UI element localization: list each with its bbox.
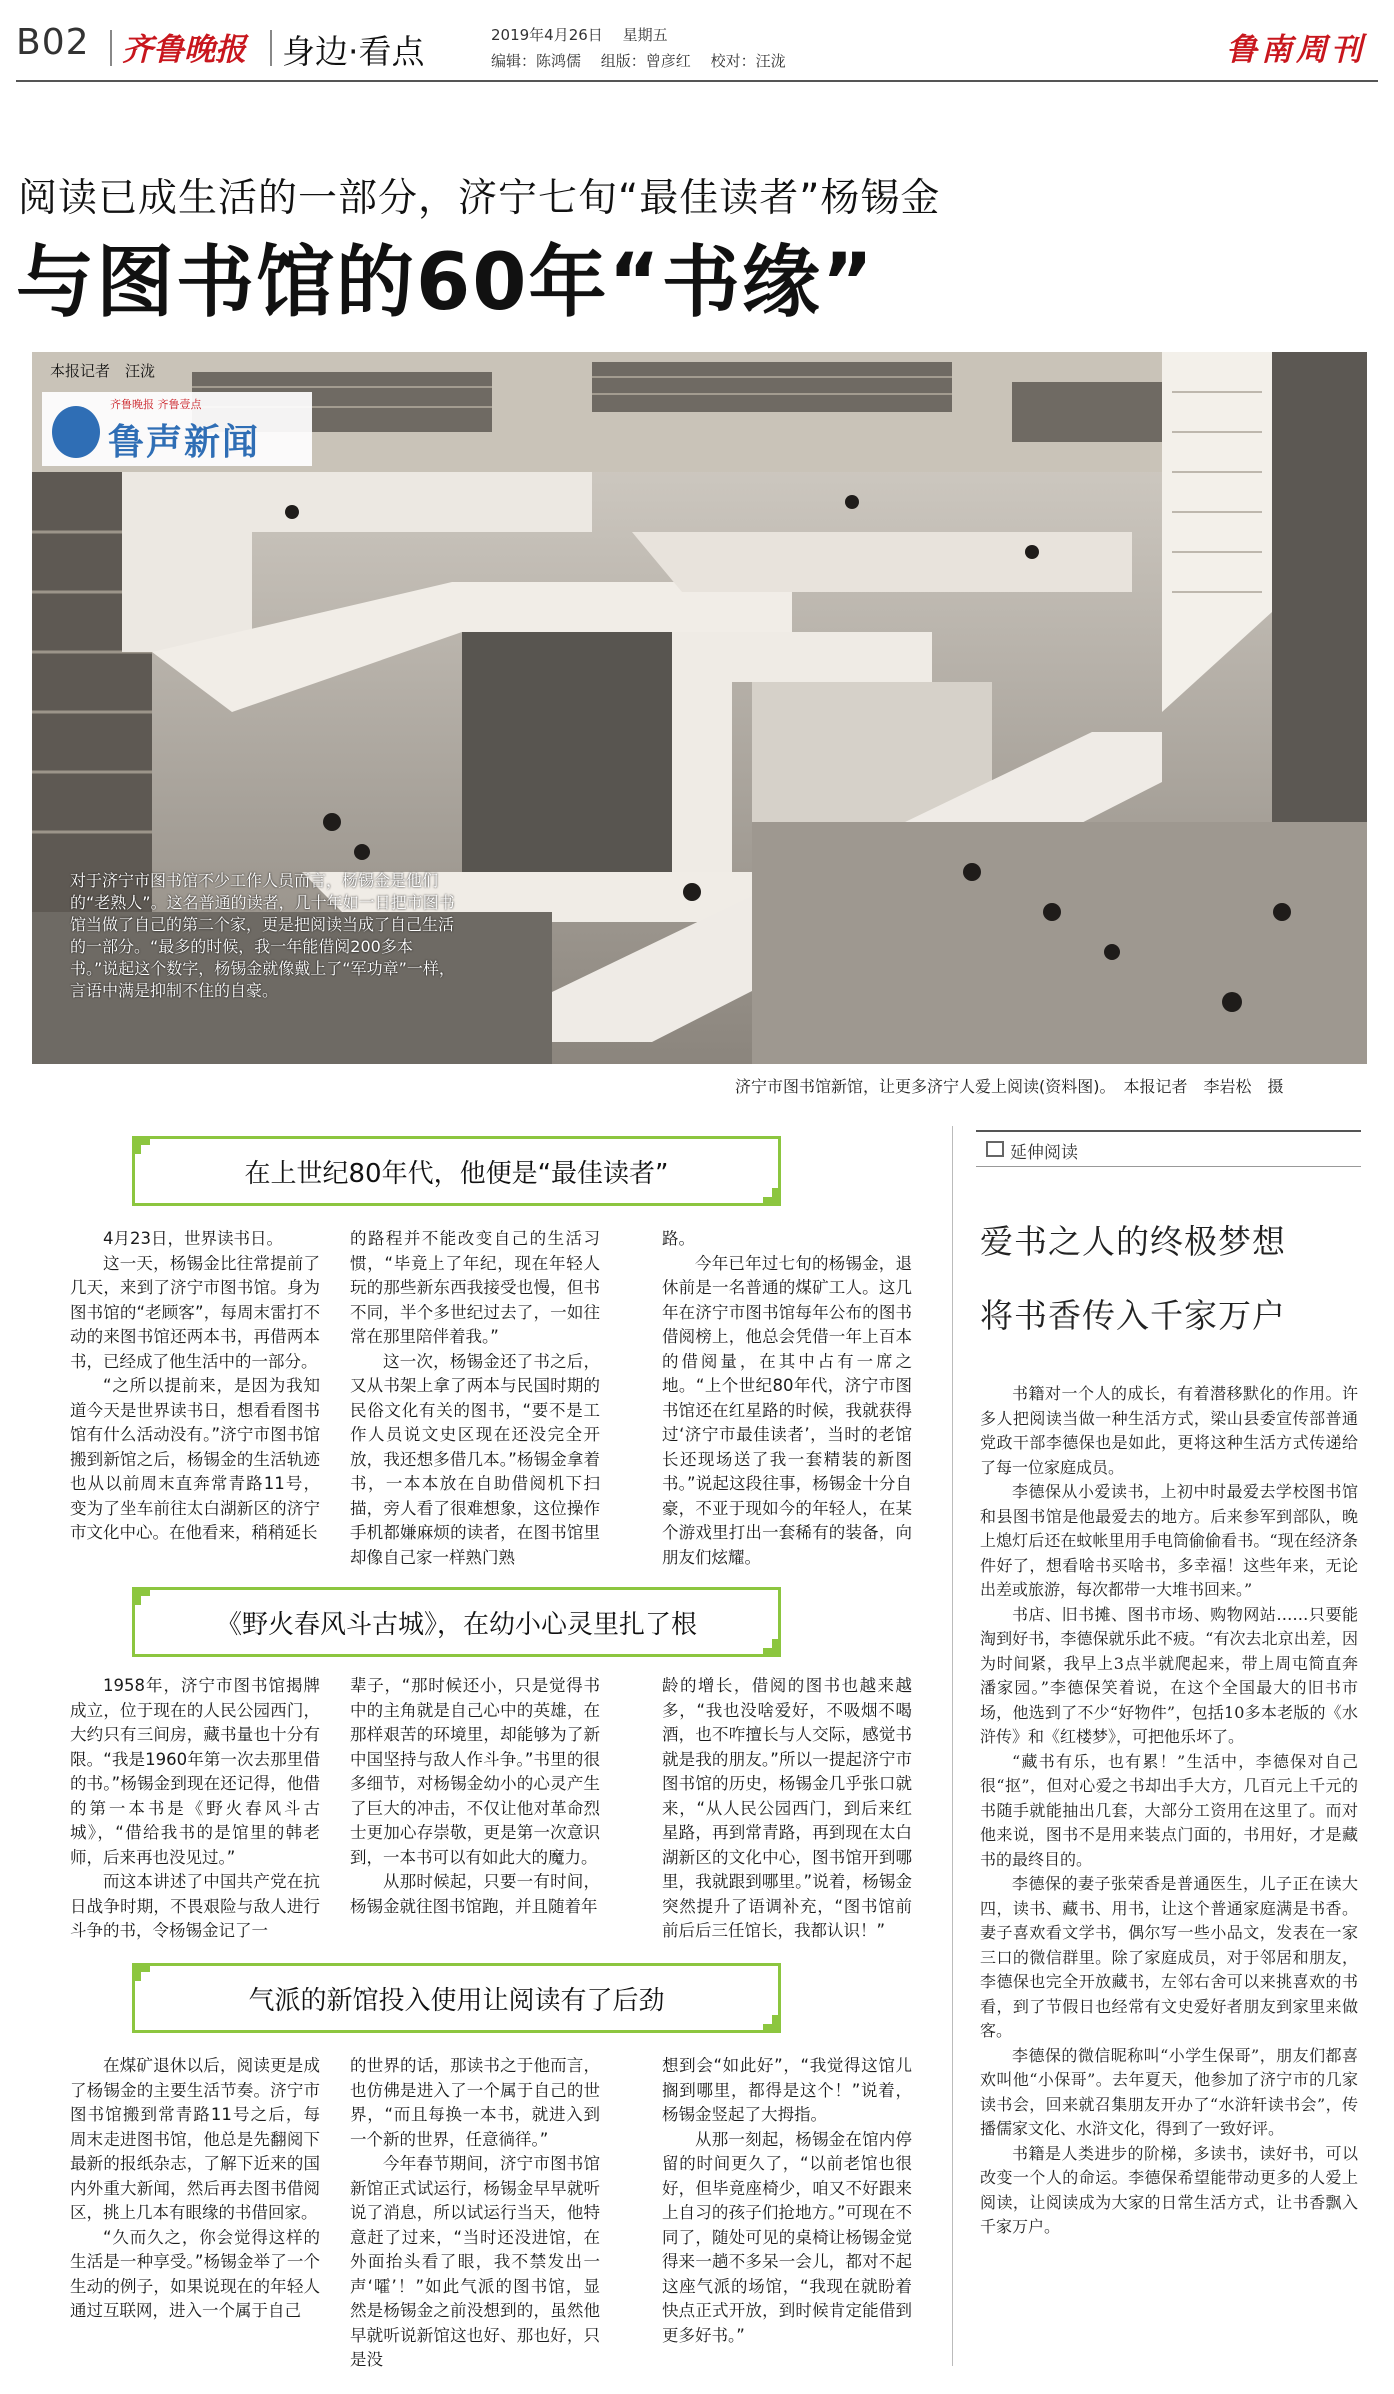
paragraph: 龄的增长，借阅的图书也越来越多，“我也没啥爱好，不吸烟不喝酒，也不咋擅长与人交际，感觉书就是我的朋友。”所以一提起济宁市图书馆的历史，杨锡金几乎张口就来，“从人民公园西门，到后来红星路，再到常青路，再到现在太白湖新区的文化中心，图书馆开到哪里，我就跟到哪里。”说着，杨锡金突然提升了语调补充，“图书馆前前后后三任馆长，我都认识！”	[662, 1676, 912, 1940]
news-logo-small: 齐鲁晚报 齐鲁壹点	[110, 398, 202, 411]
paragraph: 这一次，杨锡金还了书之后，又从书架上拿了两本与民国时期的民俗文化有关的图书，“要不是工作人员说文史区现在还没完全开放，我还想多借几本。”杨锡金拿着书，一本本放在自助借阅机下扫描，旁人看了很难想象，这位操作手机都嫌麻烦的读者，在图书馆里却像自己家一样熟门熟	[350, 1351, 600, 1567]
headline-kicker: 阅读已成生活的一部分，济宁七旬“最佳读者”杨锡金	[18, 176, 941, 221]
masthead-bar	[16, 10, 1378, 80]
paragraph: 书店、旧书摊、图书市场、购物网站……只要能淘到好书，李德保就乐此不疲。“有次去北京出差，因为时间紧，我早上3点半就爬起来，带上周屯简直奔潘家园。”李德保笑着说，在这个全国最大的旧书市场，他选到了不少“好物件”，包括10多本老版的《水浒传》和《红楼梦》，可把他乐坏了。	[980, 1604, 1358, 1746]
paragraph: 的路程并不能改变自己的生活习惯，“毕竟上了年纪，现在年轻人玩的那些新东西我接受也慢，但书不同，半个多世纪过去了，一如往常在那里陪伴着我。”	[350, 1229, 600, 1346]
paragraph: 李德保的微信昵称叫“小学生保哥”，朋友们都喜欢叫他“小保哥”。去年夏天，他参加了济宁市的几家读书会，回来就召集朋友开办了“水浒轩读书会”，传播儒家文化、水浒文化，得到了一致好评。	[980, 2045, 1358, 2138]
wave-icon	[52, 406, 100, 458]
editor: 编辑：陈鸿儒	[491, 52, 582, 70]
divider	[270, 30, 272, 66]
news-logo-text: 鲁声新闻	[108, 422, 261, 463]
issue-date	[491, 24, 668, 45]
paragraph: 书籍对一个人的成长，有着潜移默化的作用。许多人把阅读当做一种生活方式，梁山县委宣传部普通党政干部李德保也是如此，更将这种生活方式传递给了每一位家庭成员。	[980, 1384, 1358, 1477]
layout-editor: 组版：曾彦红	[600, 52, 691, 70]
divider	[110, 30, 112, 66]
weekly-brand: 鲁南周刊	[1226, 32, 1366, 68]
section-name: 身边·看点	[282, 32, 425, 71]
section-3-heading-text: 气派的新馆投入使用让阅读有了后劲	[248, 1985, 665, 2016]
section-3-heading	[132, 1963, 781, 2033]
paragraph: 路。	[662, 1229, 695, 1248]
sidebar-body	[980, 1382, 1358, 2240]
article-column	[662, 2054, 912, 2348]
section-1-heading-text: 在上世纪80年代，他便是“最佳读者”	[244, 1158, 669, 1189]
article-column	[70, 2054, 320, 2324]
headline-title: 与图书馆的60年“书缘”	[16, 238, 876, 328]
paragraph: 的世界的话，那读书之于他而言，也仿佛是进入了一个属于自己的世界，“而且每换一本书，就进入到一个新的世界，任意徜徉。”	[350, 2056, 600, 2149]
paragraph: 在煤矿退休以后，阅读更是成了杨锡金的主要生活节奏。济宁市图书馆搬到常青路11号之后，每周末走进图书馆，他总是先翻阅下最新的报纸杂志，了解下近来的国内外重大新闻，然后再去图书借阅区，挑上几本有眼缘的书借回家。	[70, 2056, 320, 2222]
photo-caption: 济宁市图书馆新馆，让更多济宁人爱上阅读(资料图)。 本报记者 李岩松 摄	[735, 1077, 1284, 1096]
sidebar-divider	[952, 1126, 953, 2366]
section-2-heading	[132, 1587, 781, 1657]
article-column	[662, 1674, 912, 1944]
paragraph: 从那一刻起，杨锡金在馆内停留的时间更久了，“以前老馆也很好，但毕竟座椅少，咱又不好跟来上自习的孩子们抢地方。”可现在不同了，随处可见的桌椅让杨锡金觉得来一趟不多呆一会儿，都对不起这座气派的场馆，“我现在就盼着快点正式开放，到时候肯定能借到更多好书。”	[662, 2129, 912, 2345]
paragraph: “藏书有乐，也有累！”生活中，李德保对自己很“抠”，但对心爱之书却出手大方，几百元上千元的书随手就能抽出几套，大部分工资用在这里了。而对他来说，图书不是用来装点门面的，书用好，才是藏书的最终目的。	[980, 1751, 1358, 1869]
section-1-heading	[132, 1136, 781, 1206]
proofreader: 校对：汪泷	[710, 52, 786, 70]
sidebar-tag-text: 延伸阅读	[1010, 1143, 1078, 1163]
photo-overlay-text: 对于济宁市图书馆不少工作人员而言，杨锡金是他们的“老熟人”。这名普通的读者，几十年如一日把市图书馆当做了自己的第二个家，更是把阅读当成了自己生活的一部分。“最多的时候，我一年能借阅200多本书。”说起这个数字，杨锡金就像戴上了“军功章”一样，言语中满是抑制不住的自豪。	[70, 871, 455, 1000]
article-column	[350, 1227, 600, 1570]
paragraph: 辈子，“那时候还小，只是觉得书中的主角就是自己心中的英雄，在那样艰苦的环境里，却能够为了新中国坚持与敌人作斗争。”书里的很多细节，对杨锡金幼小的心灵产生了巨大的冲击，不仅让他对革命烈士更加心存崇敬，更是第一次意识到，一本书可以有如此大的魔力。	[350, 1676, 600, 1867]
paragraph: 书籍是人类进步的阶梯，多读书，读好书，可以改变一个人的命运。李德保希望能带动更多的人爱上阅读，让阅读成为大家的日常生活方式，让书香飘入千家万户。	[980, 2143, 1358, 2236]
paragraph: 李德保从小爱读书，上初中时最爱去学校图书馆和县图书馆是他最爱去的地方。后来参军到部队，晚上熄灯后还在蚊帐里用手电筒偷偷看书。“现在经济条件好了，想看啥书买啥书，多幸福！这些年来，无论出差或旅游，每次都带一大堆书回来。”	[980, 1482, 1358, 1599]
paper-logo: 齐鲁晚报	[122, 32, 246, 68]
article-column	[70, 1227, 320, 1546]
paragraph: 1958年，济宁市图书馆揭牌成立，位于现在的人民公园西门，大约只有三间房，藏书量也十分有限。“我是1960年第一次去那里借的书。”杨锡金到现在还记得，他借的第一本书是《野火春风斗古城》，“借给我书的是馆里的韩老师，后来再也没见过。”	[70, 1676, 320, 1867]
article-column	[70, 1674, 320, 1944]
page-number: B02	[16, 22, 90, 63]
photo-byline: 本报记者 汪泷	[50, 362, 156, 380]
sidebar-tag	[976, 1130, 1361, 1167]
section-2-heading-text: 《野火春风斗古城》，在幼小心灵里扎了根	[215, 1609, 697, 1640]
article-column	[350, 1674, 600, 1919]
paragraph: 今年春节期间，济宁市图书馆新馆正式试运行，杨锡金早早就听说了消息，所以试运行当天，他特意赶了过来，“当时还没进馆，在外面抬头看了眼，我不禁发出一声‘嚯’！”如此气派的图书馆，显然是杨锡金之前没想到的，虽然他早就听说新馆这也好、那也好，只是没	[350, 2154, 600, 2369]
paragraph: “之所以提前来，是因为我知道今天是世界读书日，想看看图书馆有什么活动没有。”济宁市图书馆搬到新馆之后，杨锡金的生活轨迹也从以前周末直奔常青路11号，变为了坐车前往太白湖新区的济宁市文化中心。在他看来，稍稍延长	[70, 1376, 320, 1542]
paragraph: 4月23日，世界读书日。	[103, 1229, 283, 1248]
article-column	[350, 2054, 600, 2373]
library-photo	[32, 352, 1367, 1064]
article-column	[662, 1227, 912, 1570]
paragraph: 而这本讲述了中国共产党在抗日战争时期，不畏艰险与敌人进行斗争的书，令杨锡金记了一	[70, 1872, 320, 1940]
paragraph: 今年已年过七旬的杨锡金，退休前是一名普通的煤矿工人。这几年在济宁市图书馆每年公布的图书借阅榜上，他总会凭借一年上百本的借阅量，在其中占有一席之地。“上个世纪80年代，济宁市图书馆还在红星路的时候，我就获得过‘济宁市最佳读者’，当时的老馆长还现场送了我一套精装的新图书。”说起这段往事，杨锡金十分自豪，不亚于现如今的年轻人，在某个游戏里打出一套稀有的装备，向朋友们炫耀。	[662, 1253, 912, 1567]
paragraph: 想到会“如此好”，“我觉得这馆儿搁到哪里，都得是这个！”说着，杨锡金竖起了大拇指。	[662, 2056, 912, 2124]
paragraph: “久而久之，你会觉得这样的生活是一种享受。”杨锡金举了一个生动的例子，如果说现在的年轻人通过互联网，进入一个属于自己	[70, 2227, 320, 2320]
sidebar-title-2: 将书香传入千家万户	[980, 1296, 1286, 1335]
weekday: 星期五	[622, 26, 668, 44]
paragraph: 这一天，杨锡金比往常提前了几天，来到了济宁市图书馆。身为图书馆的“老顾客”，每周末雷打不动的来图书馆还两本书，再借两本书，已经成了他生活中的一部分。	[70, 1253, 320, 1371]
date: 2019年4月26日	[491, 26, 603, 44]
paragraph: 从那时候起，只要一有时间，杨锡金就往图书馆跑，并且随着年	[350, 1872, 600, 1916]
sidebar-title-1: 爱书之人的终极梦想	[980, 1222, 1286, 1261]
news-logo	[42, 392, 312, 466]
paragraph: 李德保的妻子张荣香是普通医生，儿子正在读大四，读书、藏书、用书，让这个普通家庭满是书香。妻子喜欢看文学书，偶尔写一些小品文，发表在一家三口的微信群里。除了家庭成员，对于邻居和朋友，李德保也完全开放藏书，左邻右舍可以来挑喜欢的书看，到了节假日也经常有文史爱好者朋友到家里来做客。	[980, 1874, 1358, 2040]
header-rule	[16, 80, 1378, 82]
document-icon	[986, 1141, 1004, 1157]
staff-credits	[491, 50, 786, 71]
